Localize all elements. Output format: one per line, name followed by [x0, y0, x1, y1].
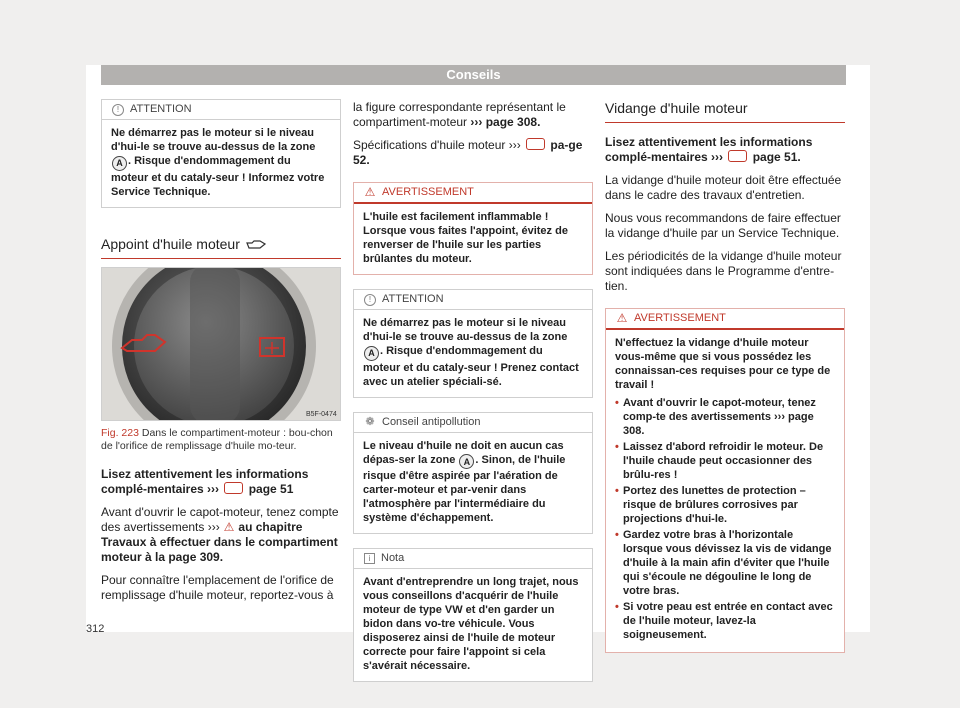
- attention-text: Ne démarrez pas le moteur si le niveau d'hui-le se trouve au-dessus de la zone A . Risque d'endommagement du moteur et du cataly-seur ! Informez votre Service Technique.: [111, 127, 325, 198]
- refill-heading: Appoint d'huile moteur: [101, 236, 341, 259]
- warning-intro: N'effectuez la vidange d'huile moteur vous-même que si vous possédez les connaissan-ces requises pour ce type de travail !: [615, 337, 831, 391]
- pollution-label: Conseil antipollution: [382, 415, 481, 428]
- oil-cap-image: [102, 268, 340, 420]
- warning-header: [354, 183, 592, 204]
- note-icon: i: [364, 553, 375, 564]
- section-header: Conseils: [101, 65, 846, 85]
- list-item: • Avant d'ouvrir le capot-moteur, tenez comp-te des avertissements ››› page 308.: [615, 396, 835, 438]
- info-icon: !: [112, 104, 124, 116]
- list-item: • Gardez votre bras à l'horizontale lorsque vous dévissez la vis de vidange d'huile à la main afin d'éviter que l'huile qui s'écoule ne dégouline le long de votre bras.: [615, 528, 835, 598]
- warning-text: [606, 330, 844, 652]
- attention-box: [101, 99, 341, 208]
- pollution-text: Le niveau d'huile ne doit en aucun cas dépas-ser la zone A . Sinon, de l'huile risque d'être aspirée par l'aération de carter-moteur et par-venir dans l'atmosphère par l'intermédiaire du système d'échappement.: [363, 439, 566, 524]
- attention-label: ATTENTION: [130, 103, 192, 115]
- figure-code: B5F-0474: [306, 410, 337, 418]
- warning-triangle-icon: ⚠: [616, 311, 628, 325]
- list-item: • Portez des lunettes de protection – risque de brûlures corrosives par projections d'hui-le.: [615, 484, 835, 526]
- figure-oil-cap: [101, 267, 341, 421]
- pollution-header: [354, 413, 592, 433]
- note-label: Nota: [381, 552, 405, 564]
- manual-page: [86, 65, 870, 672]
- list-item: • Si votre peau est entrée en contact avec de l'huile moteur, lavez-la soigneusement.: [615, 600, 835, 642]
- page-link-51[interactable]: page 51.: [752, 150, 801, 164]
- column-1: [101, 99, 341, 611]
- change-p2: La vidange d'huile moteur doit être effectuée dans le cadre des travaux d'entretien.: [605, 173, 842, 202]
- book-ref-icon: [526, 138, 545, 150]
- page-number: 312: [86, 623, 105, 635]
- page-link-308[interactable]: ››› page 308.: [470, 115, 541, 129]
- note-box: [353, 548, 593, 682]
- change-p1: Lisez attentivement les informations complé-mentaires ››› page 51.: [605, 135, 813, 164]
- col2-p1: la figure correspondante représentant le compartiment-moteur ››› page 308.: [353, 100, 566, 129]
- book-ref-icon: [224, 482, 243, 494]
- refill-p1: Lisez attentivement les informations complé-mentaires ››› page 51: [101, 466, 309, 496]
- warning-list: [615, 396, 835, 642]
- warning-text: L'huile est facilement inflammable ! Lorsque vous faites l'appoint, évitez de renverser de l'huile sur les parties brûlantes du moteur.: [363, 211, 568, 265]
- book-ref-icon: [728, 150, 747, 162]
- col2-p2: Spécifications d'huile moteur ››› pa-ge 52.: [353, 138, 583, 167]
- warning-box-2: [605, 308, 845, 653]
- attention-header: [102, 100, 340, 120]
- warning-label: AVERTISSEMENT: [634, 312, 726, 324]
- info-icon: !: [364, 294, 376, 306]
- column-3: [605, 100, 845, 665]
- link-chapter-309[interactable]: au chapitre Travaux à effectuer dans le compartiment moteur à la page 309.: [101, 519, 338, 564]
- warning-triangle-icon: ⚠: [223, 519, 235, 534]
- oil-change-heading: Vidange d'huile moteur: [605, 100, 845, 123]
- note-text: Avant d'entreprendre un long trajet, nous vous conseillons d'acquérir de l'huile moteur de type VW et d'en garder un bidon dans vo-tre véhicule. Vous disposerez ainsi de l'huile de moteur correcte pour faire l'appoint si cela s'avérait nécessaire.: [363, 576, 579, 672]
- change-p3: Nous vous recommandons de faire effectuer la vidange d'huile par un Service Technique.: [605, 211, 841, 240]
- column-2: [353, 100, 593, 694]
- page-link-51[interactable]: page 51: [248, 481, 294, 496]
- zone-a-marker: A: [112, 156, 127, 171]
- warning-triangle-icon: ⚠: [364, 185, 376, 199]
- attention-box-2: [353, 289, 593, 398]
- figure-caption: Fig. 223 Dans le compartiment-moteur : bou-chon de l'orifice de remplissage d'huile mo-teur.: [101, 426, 333, 452]
- page-link-52[interactable]: pa-ge 52.: [353, 138, 583, 167]
- warning-header: [606, 309, 844, 330]
- zone-a-marker: A: [364, 346, 379, 361]
- warning-box: [353, 182, 593, 275]
- refill-p3: Pour connaître l'emplacement de l'orifice de remplissage d'huile moteur, reportez-vous à: [101, 572, 334, 602]
- warning-label: AVERTISSEMENT: [382, 186, 474, 198]
- change-p4: Les périodicités de la vidange d'huile moteur sont indiquées dans le Programme d'entre-tien.: [605, 249, 842, 293]
- pollution-box: [353, 412, 593, 535]
- list-item: • Laissez d'abord refroidir le moteur. De l'huile chaude peut occasionner des brûlu-res !: [615, 440, 835, 482]
- attention-label: ATTENTION: [382, 293, 444, 305]
- attention-text: Ne démarrez pas le moteur si le niveau d'hui-le se trouve au-dessus de la zone A . Risque d'endommagement du moteur et du cataly-seur ! Prenez contact avec un atelier spéciali-sé.: [363, 317, 579, 388]
- note-header: [354, 549, 592, 569]
- environment-icon: ❁: [365, 415, 375, 428]
- attention-header: [354, 290, 592, 310]
- zone-a-marker: A: [459, 454, 474, 469]
- oil-can-icon: [246, 239, 266, 249]
- refill-p2: Avant d'ouvrir le capot-moteur, tenez compte des avertissements ››› ⚠ au chapitre Travaux à effectuer dans le compartiment moteur à la page 309.: [101, 504, 339, 564]
